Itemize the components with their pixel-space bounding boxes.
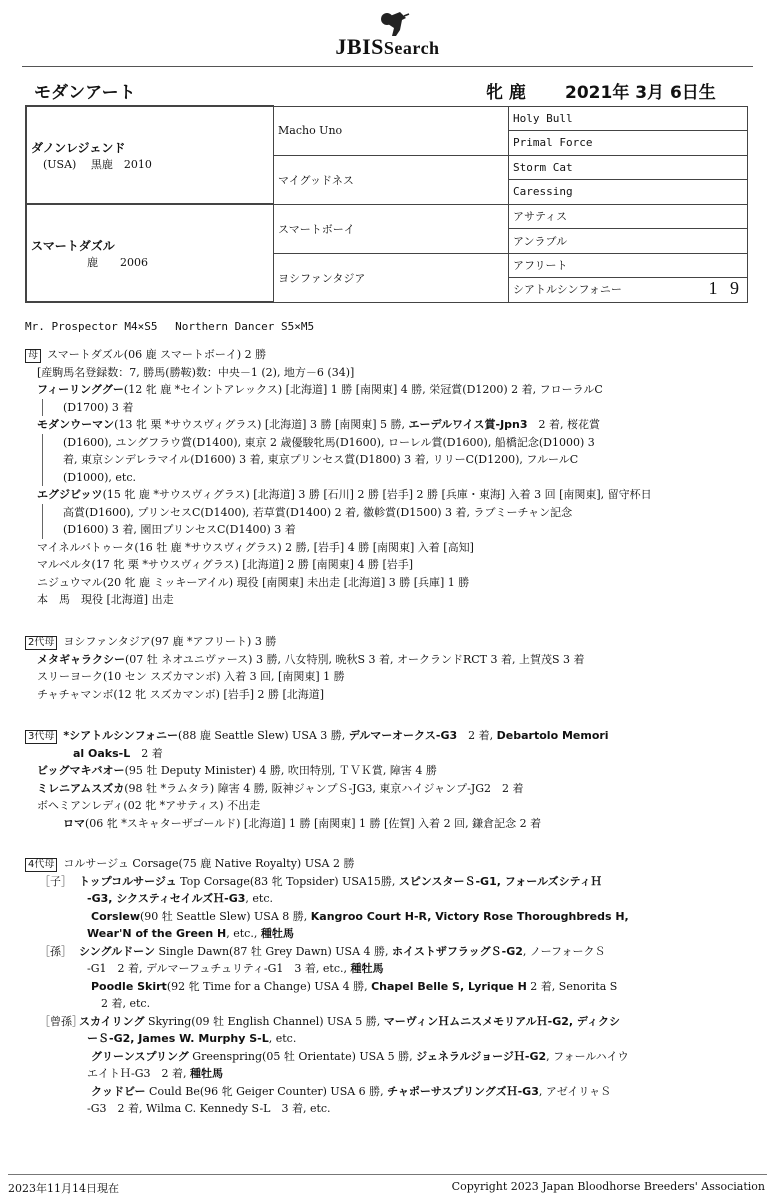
offspring-name[interactable]: ミレニアムスズカ: [37, 781, 125, 795]
horse-name: モダンアート: [34, 83, 136, 103]
list-item: 本 馬 現役 [北海道] 出走: [37, 593, 174, 606]
list-item-cont: [25, 925, 735, 943]
offspring-name[interactable]: ロマ: [63, 816, 85, 830]
offspring-record: (95 牡 Deputy Minister) 4 勝, 吹田特別, ＴＶＫ賞, 障害 4 勝: [124, 764, 437, 777]
generation-label: ［曾孫］: [39, 1014, 83, 1028]
footer-date: 2023年11月14日現在: [8, 1182, 119, 1195]
footer-copyright: Copyright 2023 Japan Bloodhorse Breeders' Association: [451, 1180, 765, 1193]
list-item: [25, 873, 735, 891]
list-item-cont: [25, 960, 735, 978]
pedigree-gen3-8[interactable]: [509, 278, 748, 303]
list-item-cont: -G3 2 着, Wilma C. Kennedy S-L 3 着, etc.: [87, 1102, 331, 1115]
list-item: [25, 762, 735, 780]
dam-name: スマートダズル: [31, 238, 115, 253]
inbreeding-line: Mr. Prospector M4×S5 Northern Dancer S5×M5: [25, 320, 315, 333]
offspring-record: 2 着, Senorita S: [526, 979, 618, 993]
list-item-cont: [25, 1065, 735, 1083]
offspring-record: 2 着, 桜花賞: [527, 418, 601, 431]
list-item: マイネルバトゥータ(16 牡 鹿 *サウスヴィグラス) 2 勝, [岩手] 4 勝 [南関東] 入着 [高知]: [37, 540, 474, 554]
offspring-record: (92 牝 Time for a Change) USA 4 勝,: [166, 979, 372, 993]
pedigree-dam[interactable]: [26, 204, 274, 302]
list-item-cont: (D1000), etc.: [42, 469, 735, 487]
gen3-8-name: シアトルシンフォニー: [513, 282, 622, 296]
pedigree-sire[interactable]: [26, 106, 274, 204]
list-item: [25, 815, 735, 833]
pedigree-sire-sire[interactable]: Macho Uno: [274, 106, 509, 155]
dam-heading: [25, 346, 735, 364]
pedigree-dam-sire[interactable]: スマートボーイ: [274, 204, 509, 253]
race-name: -G3, シクスティセイルズＨ-G3: [87, 892, 246, 905]
list-item: [25, 780, 735, 798]
top-divider: [22, 66, 753, 67]
race-name: チャポーサスプリングズＨ-G3: [387, 1084, 539, 1098]
list-item: マルベルタ(17 牝 栗 *サウスヴィグラス) [北海道] 2 勝 [南関東] 4 勝 [岩手]: [37, 558, 414, 571]
family-number: 1 9: [708, 277, 743, 298]
sire-name: ダノンレジェンド: [31, 140, 126, 155]
offspring-record: (06 牝 *スキャターザゴールド) [北海道] 1 勝 [南関東] 1 勝 [佐賀] 入着 2 回, 鎌倉記念 2 着: [85, 816, 542, 830]
fourth-dam-summary: コルサージュ Corsage(75 鹿 Native Royalty) USA 2 勝: [63, 857, 355, 870]
list-item-cont: (D1600) 3 着, 園田プリンセスC(D1400) 3 着: [42, 521, 735, 539]
offspring-name[interactable]: トップコルサージュ: [79, 874, 177, 888]
pedigree-gen3-5[interactable]: アサティス: [509, 204, 748, 229]
offspring-record: , フォールハイウ: [546, 1049, 629, 1063]
race-name: デルマーオークス-G3: [348, 729, 458, 742]
offspring-record: エイトＨ-G3 2 着,: [87, 1067, 190, 1080]
offspring-name[interactable]: Corslew: [91, 909, 140, 923]
offspring-record: , etc.: [245, 892, 274, 905]
logo-text: JBISSearch: [335, 34, 440, 59]
offspring-record: (98 牡 *ラムタラ) 障害 4 勝, 阪神ジャンプＳ-JG3, 東京ハイジャンプ-JG2 2 着: [124, 781, 524, 795]
offspring-record: Skyring(09 牡 English Channel) USA 5 勝,: [144, 1014, 384, 1028]
offspring-record: , ノーフォークＳ: [522, 944, 606, 958]
offspring-name[interactable]: シングルドーン: [79, 944, 155, 958]
race-name: ーＳ-G2, James W. Murphy S-L: [87, 1032, 269, 1045]
list-item: [25, 486, 735, 504]
second-dam-summary: ヨシファンタジア(97 鹿 *アフリート) 3 勝: [63, 635, 277, 648]
offspring-record: , etc.: [268, 1032, 297, 1045]
race-name: Debartolo Memori: [496, 729, 609, 742]
offspring-record: Single Dawn(87 牡 Grey Dawn) USA 4 勝,: [154, 944, 392, 958]
list-item: [25, 416, 735, 434]
list-item-cont: 着, 東京シンデレラマイル(D1600) 3 着, 東京プリンセス賞(D1800) 3 着, リリーC(D1200), フルールC: [42, 451, 735, 469]
pedigree-dam-dam[interactable]: ヨシファンタジア: [274, 253, 509, 302]
third-dam-record: (88 鹿 Seattle Slew) USA 3 勝,: [178, 729, 349, 742]
third-dam-record: 2 着: [130, 746, 163, 760]
offspring-name[interactable]: フィーリンググー: [37, 383, 124, 396]
offspring-record: Top Corsage(83 牝 Topsider) USA15勝,: [176, 874, 399, 888]
third-dam-cont: [25, 745, 735, 763]
offspring-record: (13 牝 栗 *サウスヴィグラス) [北海道] 3 勝 [南関東] 5 勝,: [114, 418, 409, 431]
list-item: [25, 1013, 735, 1031]
second-dam-heading: [25, 633, 735, 651]
list-item: ボヘミアンレディ(02 牝 *アサティス) 不出走: [37, 799, 261, 812]
list-item-cont: [25, 890, 735, 908]
race-name: Chapel Belle S, Lyrique H: [371, 979, 527, 993]
pedigree-table: [25, 105, 748, 303]
pedigree-gen3-1[interactable]: Holy Bull: [509, 106, 748, 131]
list-item-cont: (D1700) 3 着: [42, 399, 735, 417]
section-tag: 母: [25, 349, 41, 363]
pedigree-gen3-3[interactable]: Storm Cat: [509, 155, 748, 180]
horse-sex-color: 牝 鹿: [486, 83, 526, 103]
offspring-record: -G1 2 着, デルマーフュチュリティ-G1 3 着, etc.,: [87, 962, 351, 975]
race-name: ホイストザフラッグＳ-G2: [392, 944, 523, 958]
pedigree-gen3-4[interactable]: Caressing: [509, 180, 748, 205]
third-dam-section: [25, 727, 735, 832]
horse-title-row: [30, 78, 750, 103]
offspring-name[interactable]: スカイリング: [79, 1014, 145, 1028]
footer-divider: [8, 1174, 767, 1175]
offspring-record: , アゼイリャＳ: [538, 1084, 612, 1098]
fourth-dam-heading: [25, 855, 735, 873]
second-dam-section: [25, 633, 735, 703]
list-item: [25, 978, 735, 996]
sire-info: (USA) 黒鹿 2010: [43, 157, 152, 171]
offspring-name[interactable]: モダンウーマン: [37, 418, 115, 431]
fourth-dam-section: [25, 855, 735, 1118]
third-dam-name[interactable]: *シアトルシンフォニー: [63, 729, 179, 742]
offspring-name[interactable]: クッドビー: [91, 1084, 146, 1098]
list-item: [25, 943, 735, 961]
jbis-logo[interactable]: [0, 6, 775, 59]
third-dam-heading: [25, 727, 735, 745]
race-name: Wear'N of the Green H: [87, 927, 227, 940]
stallion-label: 種牡馬: [350, 962, 384, 975]
section-tag: 4代母: [25, 858, 57, 872]
list-item: ニジュウマル(20 牝 鹿 ミッキーアイル) 現役 [南関東] 未出走 [北海道] 3 勝 [兵庫] 1 勝: [37, 575, 470, 589]
race-name: ジェネラルジョージＨ-G2: [416, 1049, 547, 1063]
stallion-label: 種牡馬: [260, 927, 294, 940]
third-dam-record: 2 着,: [457, 729, 497, 742]
offspring-record: (07 牡 ネオユニヴァース) 3 勝, 八女特別, 晩秋S 3 着, オークランドRCT 3 着, 上賀茂S 3 着: [125, 652, 585, 666]
offspring-record: , etc.,: [226, 927, 261, 940]
pedigree-gen3-7[interactable]: アフリート: [509, 253, 748, 278]
list-item-cont: 高賞(D1600), プリンセスC(D1400), 若草賞(D1400) 2 着, 徽軫賞(D1500) 3 着, ラブミーチャン記念: [42, 504, 735, 522]
race-name: スピンスターＳ-G1, フォールズシティＨ: [398, 874, 602, 888]
dam-section: [25, 346, 735, 609]
offspring-record: (90 牡 Seattle Slew) USA 8 勝,: [140, 909, 311, 923]
list-item: [25, 1048, 735, 1066]
list-item-cont: [25, 1030, 735, 1048]
list-item: チャチャマンボ(12 牝 スズカマンボ) [岩手] 2 勝 [北海道]: [37, 687, 325, 701]
race-name: Kangroo Court H-R, Victory Rose Thoroughbreds H,: [310, 909, 629, 923]
race-name: マーヴィンＨムニスメモリアルＨ-G2, ディクシ: [383, 1014, 621, 1028]
offspring-name[interactable]: グリーンスプリング: [91, 1049, 189, 1063]
dam-info: 鹿 2006: [43, 255, 148, 269]
section-tag: 3代母: [25, 730, 57, 744]
list-item: [25, 651, 735, 669]
generation-label: ［子］: [39, 874, 72, 888]
pedigree-sire-dam[interactable]: マイグッドネス: [274, 155, 509, 204]
horse-birthdate: 2021年 3月 6日生: [565, 83, 716, 103]
list-item: [25, 1083, 735, 1101]
pedigree-gen3-6[interactable]: アンラブル: [509, 229, 748, 254]
list-item: [25, 381, 735, 399]
offspring-record: (12 牝 鹿 *セイントアレックス) [北海道] 1 勝 [南関東] 4 勝, 栄冠賞(D1200) 2 着, フローラルC: [123, 383, 603, 396]
list-item-cont: 2 着, etc.: [101, 997, 151, 1010]
offspring-name[interactable]: メタギャラクシー: [37, 652, 125, 666]
offspring-record: (15 牝 鹿 *サウスヴィグラス) [北海道] 3 勝 [石川] 2 勝 [岩手] 2 勝 [兵庫・東海] 入着 3 回 [南関東], 留守杯日: [102, 488, 652, 501]
pedigree-gen3-2[interactable]: Primal Force: [509, 131, 748, 156]
list-item-cont: (D1600), ユングフラウ賞(D1400), 東京 2 歳優駿牝馬(D1600), ローレル賞(D1600), 船橋記念(D1000) 3: [42, 434, 735, 452]
dam-summary: スマートダズル(06 鹿 スマートボーイ) 2 勝: [47, 348, 267, 361]
dam-stats: [産駒馬名登録数：7, 勝馬(勝鞍)数：中央－1 (2), 地方－6 (34)]: [37, 365, 355, 379]
list-item: [25, 908, 735, 926]
generation-label: ［孫］: [39, 944, 72, 958]
list-item: スリーヨーク(10 セン スズカマンボ) 入着 3 回, [南関東] 1 勝: [37, 670, 345, 683]
stallion-label: 種牡馬: [190, 1067, 223, 1080]
section-tag: 2代母: [25, 636, 57, 650]
offspring-record: Could Be(96 牝 Geiger Counter) USA 6 勝,: [145, 1084, 388, 1098]
offspring-name[interactable]: ビッグマキバオー: [37, 764, 125, 777]
offspring-name[interactable]: Poodle Skirt: [91, 979, 167, 993]
race-name: al Oaks-L: [73, 746, 131, 760]
race-name: エーデルワイス賞-Jpn3: [408, 418, 528, 431]
offspring-record: Greenspring(05 牡 Orientate) USA 5 勝,: [188, 1049, 417, 1063]
offspring-name[interactable]: エグジビッツ: [37, 488, 103, 501]
